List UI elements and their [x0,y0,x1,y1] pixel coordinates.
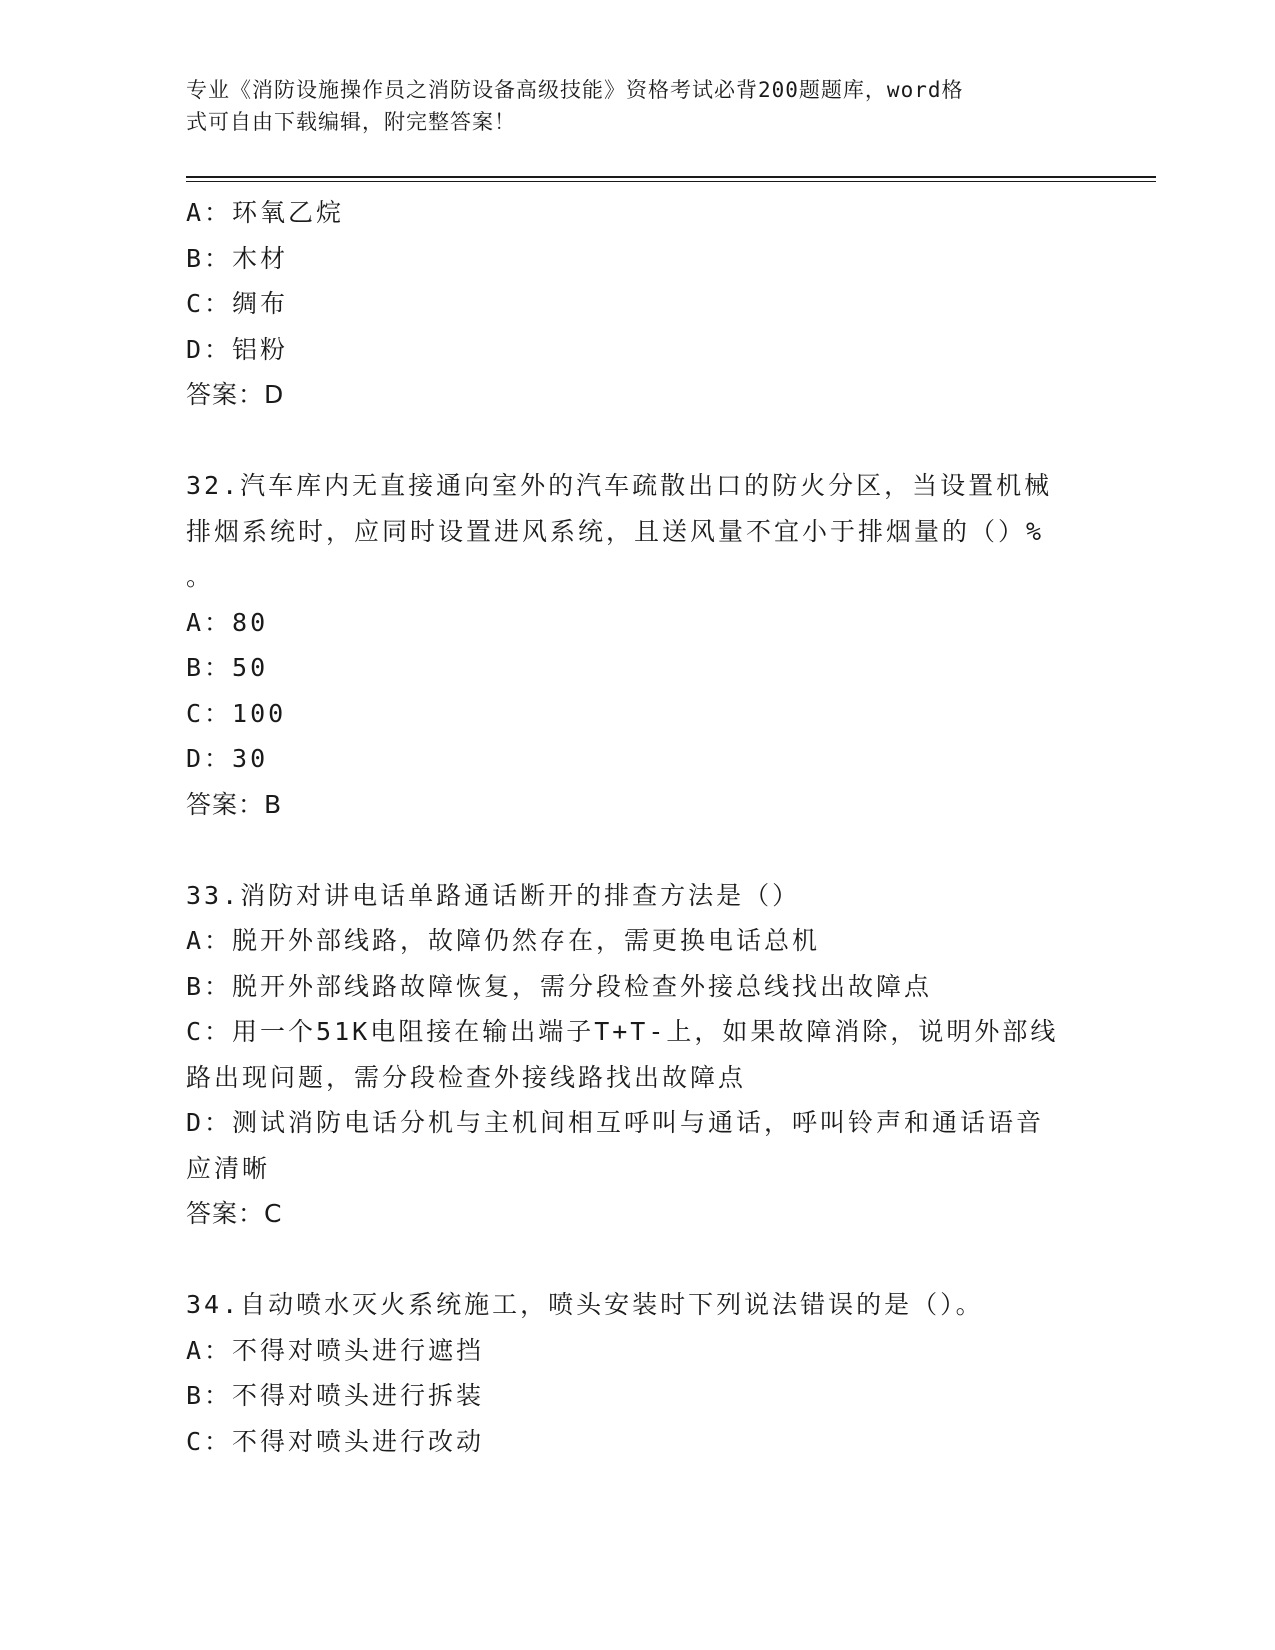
option-c: C：用一个51K电阻接在输出端子T+T-上，如果故障消除，说明外部线 [186,1017,1059,1046]
question-34 [186,1282,1086,1464]
document-body [186,190,1086,1464]
header-line-1: 专业《消防设施操作员之消防设备高级技能》资格考试必背200题题库，word格 [186,78,964,102]
option-d: D：铝粉 [186,334,289,364]
answer-line: 答案：B [186,789,283,819]
option-b: B：木材 [186,243,289,273]
option-b: B：脱开外部线路故障恢复，需分段检查外接总线找出故障点 [186,971,933,1001]
question-text-line: 33.消防对讲电话单路通话断开的排查方法是（） [186,880,801,910]
question-text-line: 。 [186,562,215,591]
option-a: A：不得对喷头进行遮挡 [186,1335,485,1365]
option-a: A：80 [186,607,269,637]
answer-line: 答案：C [186,1199,283,1228]
answer-line: 答案：D [186,380,285,409]
spacer [186,418,1086,464]
option-c: C：绸布 [186,289,289,318]
header-divider-thick [186,176,1156,178]
question-text-line: 32.汽车库内无直接通向室外的汽车疏散出口的防火分区，当设置机械 [186,471,1053,500]
option-d: D：30 [186,744,269,773]
document-header [186,74,1066,138]
option-b: B：不得对喷头进行拆装 [186,1381,485,1410]
question-32 [186,463,1086,827]
question-text-line: 34.自动喷水灭火系统施工，喷头安装时下列说法错误的是（）。 [186,1290,984,1319]
question-33 [186,873,1086,1237]
option-d-continued: 应清晰 [186,1153,271,1183]
option-c: C：100 [186,698,287,728]
header-line-2: 式可自由下载编辑，附完整答案！ [186,110,516,134]
option-d: D：测试消防电话分机与主机间相互呼叫与通话，呼叫铃声和通话语音 [186,1108,1045,1137]
option-b: B：50 [186,653,269,682]
option-c: C：不得对喷头进行改动 [186,1426,485,1456]
spacer [186,827,1086,873]
option-c-continued: 路出现问题，需分段检查外接线路找出故障点 [186,1062,747,1092]
question-text-line: 排烟系统时，应同时设置进风系统，且送风量不宜小于排烟量的（）% [186,516,1045,546]
question-31-options [186,190,1086,418]
option-a: A：环氧乙烷 [186,198,345,227]
option-a: A：脱开外部线路，故障仍然存在，需更换电话总机 [186,926,821,955]
spacer [186,1237,1086,1283]
header-divider-thin [186,181,1156,182]
